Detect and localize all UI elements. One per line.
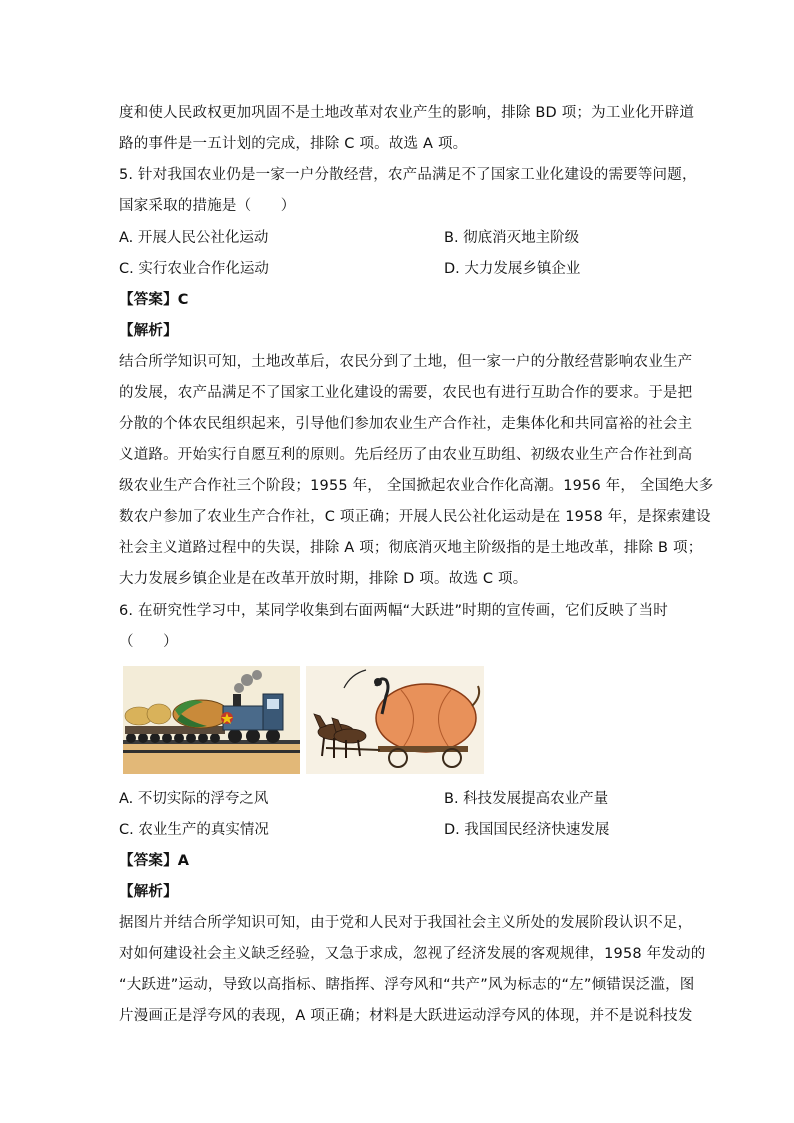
q6-analysis-line: 据图片并结合所学知识可知，由于党和人民对于我国社会主义所处的发展阶段认识不足， xyxy=(119,915,693,931)
pumpkin-cart-illustration xyxy=(306,666,484,774)
q5-analysis-label: 【解析】 xyxy=(119,323,178,339)
continuation-line: 路的事件是一五计划的完成，排除 C 项。故选 A 项。 xyxy=(119,136,468,152)
q6-analysis-line: 片漫画正是浮夸风的表现，A 项正确；材料是大跃进运动浮夸风的体现，并不是说科技发 xyxy=(119,1008,693,1024)
q5-analysis-line: 义道路。开始实行自愿互利的原则。先后经历了由农业互助组、初级农业生产合作社到高 xyxy=(119,447,693,463)
q5-option-c: C. 实行农业合作化运动 xyxy=(119,261,269,277)
train-illustration xyxy=(123,666,300,774)
q6-stem: 6. 在研究性学习中，某同学收集到右面两幅“大跃进”时期的宣传画，它们反映了当时 xyxy=(119,603,668,619)
q6-option-b: B. 科技发展提高农业产量 xyxy=(444,791,609,807)
propaganda-painting-pumpkin-cart xyxy=(306,666,484,774)
q5-option-d: D. 大力发展乡镇企业 xyxy=(444,261,581,277)
q6-answer: 【答案】A xyxy=(119,853,190,869)
q5-analysis-line: 分散的个体农民组织起来，引导他们参加农业生产合作社，走集体化和共同富裕的社会主 xyxy=(119,416,693,432)
q5-stem: 国家采取的措施是（ ） xyxy=(119,198,296,214)
q5-analysis-line: 数农户参加了农业生产合作社，C 项正确；开展人民公社化运动是在 1958 年，是探索建设 xyxy=(119,509,711,525)
q5-analysis-line: 结合所学知识可知，土地改革后，农民分到了土地，但一家一户的分散经营影响农业生产 xyxy=(119,354,693,370)
q5-analysis-line: 的发展，农产品满足不了国家工业化建设的需要，农民也有进行互助合作的要求。于是把 xyxy=(119,385,693,401)
q5-analysis-line: 级农业生产合作社三个阶段；1955 年， 全国掀起农业合作化高潮。1956 年， 全国绝大多 xyxy=(119,478,714,494)
q6-analysis-label: 【解析】 xyxy=(119,884,178,900)
q5-option-a: A. 开展人民公社化运动 xyxy=(119,230,269,246)
q5-analysis-line: 社会主义道路过程中的失误，排除 A 项；彻底消灭地主阶级指的是土地改革，排除 B 项； xyxy=(119,540,703,556)
q6-analysis-line: 对如何建设社会主义缺乏经验，又急于求成，忽视了经济发展的客观规律，1958 年发动的 xyxy=(119,946,706,962)
q5-analysis-line: 大力发展乡镇企业是在改革开放时期，排除 D 项。故选 C 项。 xyxy=(119,571,528,587)
q5-option-b: B. 彻底消灭地主阶级 xyxy=(444,230,580,246)
q6-analysis-line: “大跃进”运动，导致以高指标、瞎指挥、浮夸风和“共产”风为标志的“左”倾错误泛滥，图 xyxy=(119,977,695,993)
propaganda-painting-train xyxy=(123,666,300,774)
q6-option-a: A. 不切实际的浮夸之风 xyxy=(119,791,269,807)
continuation-line: 度和使人民政权更加巩固不是土地改革对农业产生的影响，排除 BD 项；为工业化开辟道 xyxy=(119,105,695,121)
q5-answer: 【答案】C xyxy=(119,292,189,308)
q6-stem: （ ） xyxy=(119,634,178,650)
q6-option-d: D. 我国国民经济快速发展 xyxy=(444,822,610,838)
q5-stem: 5. 针对我国农业仍是一家一户分散经营，农产品满足不了国家工业化建设的需要等问题， xyxy=(119,167,697,183)
q6-option-c: C. 农业生产的真实情况 xyxy=(119,822,269,838)
